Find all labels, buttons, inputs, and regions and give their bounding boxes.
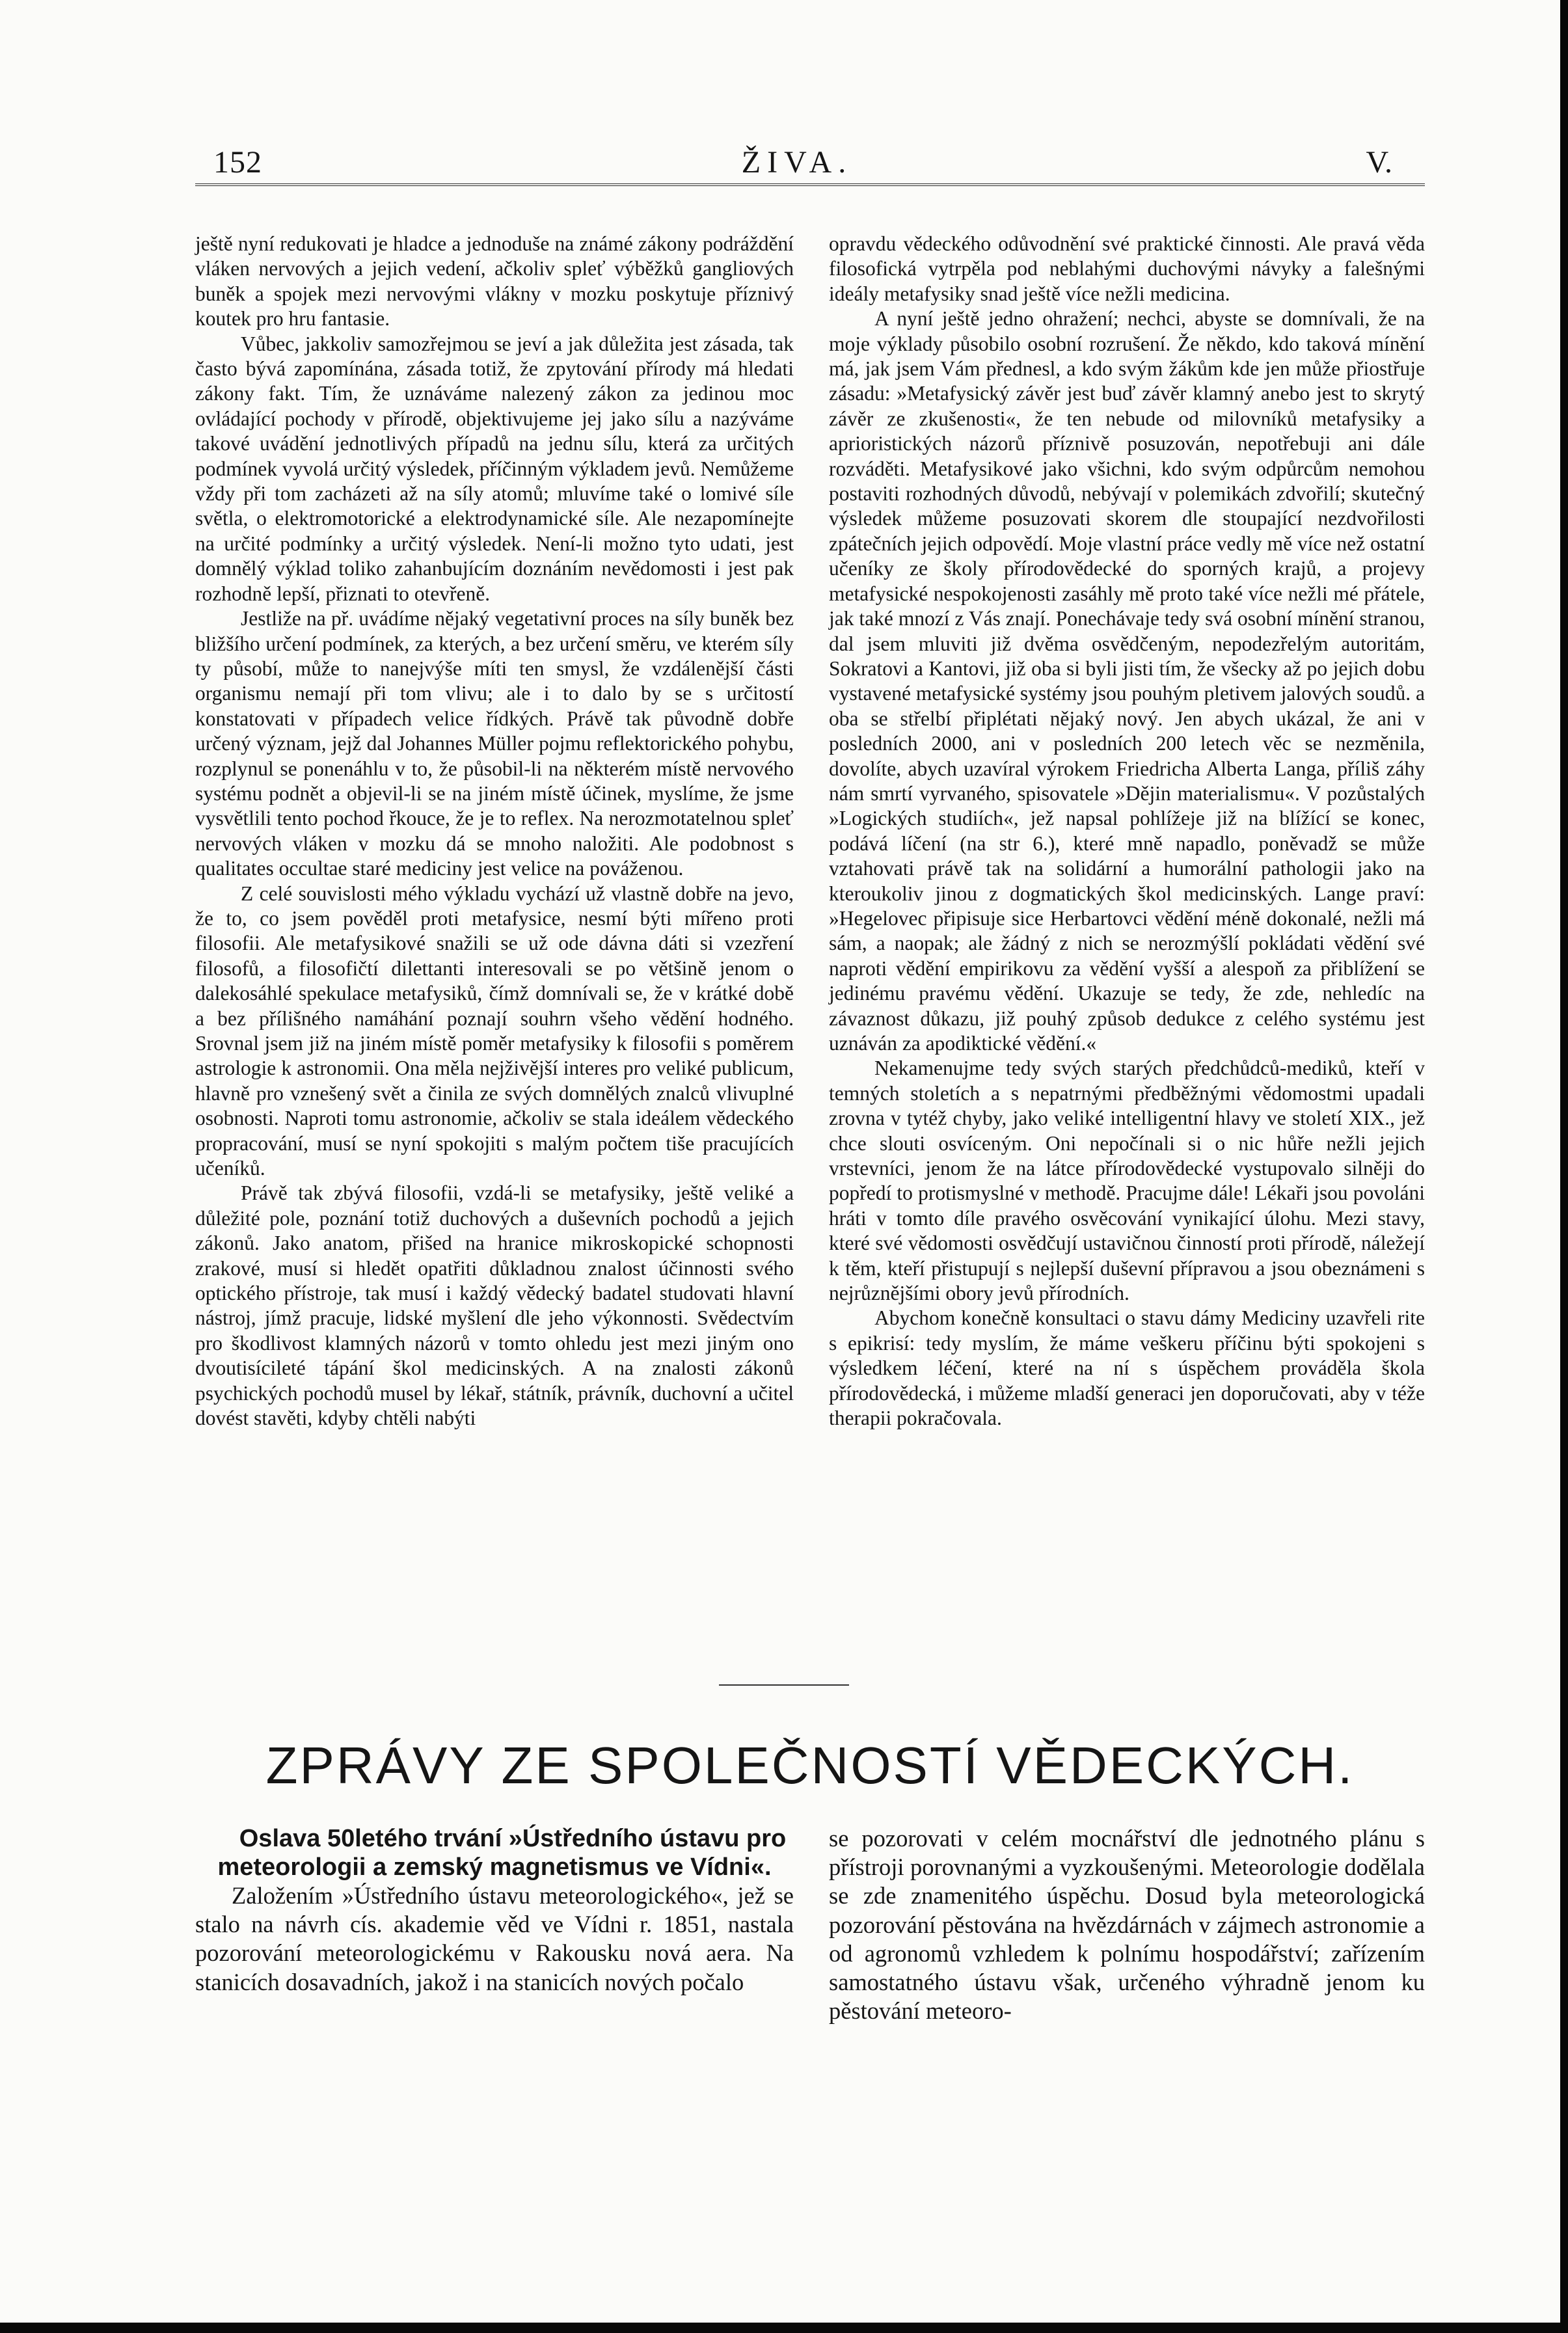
paragraph: Nekamenujme tedy svých starých předchůdců-mediků, kteří v temných stoletích a s nepatrnými předběžnými vědomostmi upadali zrovna v tytéž chyby, jako veliké intelligentní hlavy ve století XIX., jež chce slouti osvíceným. Oni nepočínali si o nic hůře nežli jejich vrstevníci, jenom že na látce přírodovědecké vystupovalo silněji do popředí to protismyslné v methodě. Pracujme dále! Lékaři jsou povoláni hráti v tomto díle pravého osvěcování vynikající úlohu. Mezi stavy, které své vědomosti osvědčují ustavičnou činností proti přírodě, náležejí k těm, kteří přistupují s nejlepší duševní přípravou a jsou obeznámeni s nejrůznějšími obory jevů přírodních. <box>829 1057 1425 1305</box>
paragraph: Vůbec, jakkoliv samozřejmou se jeví a jak důležita jest zásada, tak často bývá zapomínána, zásada totiž, že zpytování přírody má hledati zákony fakt. Tím, že uznáváme nalezený zákon za jedinou moc ovládající pochody v přírodě, objektivujeme jej jako sílu a nazýváme takové uvádění jednotlivých případů na jednu sílu, která za určitých podmínek vyvolá určitý výsledek, příčinným výkladem jevů. Nemůžeme vždy při tom zacházeti až na síly atomů; mluvíme také o lomivé síle světla, o elektromotorické a elektrodynamické síle. Ale nezapomínejte na určité podmínky a určitý výsledek. Není-li možno tyto udati, jest domnělý výklad toliko zahanbujícím doznáním nevědomosti i jest pak rozhodně lepší, přiznati to otevřeně. <box>195 332 794 605</box>
volume-number: V. <box>1366 145 1392 180</box>
article-heading: Oslava 50letého trvání »Ústředního ústavu pro meteorologii a zemský magnetismus ve Vídni«. <box>217 1825 787 1881</box>
scan-edge <box>0 2323 1568 2333</box>
left-column <box>195 232 794 1431</box>
page-header <box>195 130 1399 182</box>
paragraph: Jestliže na př. uvádíme nějaký vegetativní proces na síly buněk bez bližšího určení podmínek, za kterých, a bez určení směru, ve kterém síly ty působí, může to nanejvýše míti ten smysl, že vzdálenější části organismu nemají při tom vlivu; ale i to dalo by se s určitostí konstatovati v případech velice řídkých. Právě tak původně dobře určený význam, jejž dal Johannes Müller pojmu reflektorického pohybu, rozplynul se ponenáhlu v to, že působil-li na některém místě nervového systému podnět a objevil-li se na jiném místě účinek, myslíme, že jsme vysvětlili tento pochod řkouce, že je to reflex. Na nerozmotatelnou spleť nervových vláken v mozku dá se mnoho naložiti. Ale podobnost s qualitates occultae staré mediciny jest velice na pováženou. <box>195 607 794 880</box>
journal-title: ŽIVA. <box>741 145 853 180</box>
news-right-column <box>829 1824 1425 2025</box>
header-rule <box>195 183 1425 186</box>
right-column <box>829 232 1425 1431</box>
paragraph: ještě nyní redukovati je hladce a jednoduše na známé zákony podráždění vláken nervových a jejich vedení, ačkoliv spleť výběžků gangliových buněk a spojek mezi nervovými vlákny v mozku poskytuje příznivý koutek pro hru fantasie. <box>195 232 794 330</box>
section-separator <box>719 1684 849 1686</box>
paragraph: opravdu vědeckého odůvodnění své praktické činnosti. Ale pravá věda filosofická vytrpěla pod neblahými duchovými návyky a falešnými ideály metafysiky snad ještě více nežli medicina. <box>829 232 1425 305</box>
news-left-column <box>195 1824 794 1997</box>
section-title: ZPRÁVY ZE SPOLEČNOSTÍ VĚDECKÝCH. <box>265 1736 1355 1794</box>
paragraph: Abychom konečně konsultaci o stavu dámy Mediciny uzavřeli rite s epikrisí: tedy myslím, že máme veškeru příčinu býti spokojeni s výsledkem léčení, které na ní s úspěchem prováděla škola přírodovědecká, i můžeme mladší generaci jen doporučovati, aby v téže therapii pokračovala. <box>829 1306 1425 1430</box>
paragraph: se pozorovati v celém mocnářství dle jednotného plánu s přístroji porovnanými a vyzkoušenými. Meteorologie dodělala se zde znamenitého úspěchu. Dosud byla meteorologická pozorování pěstována na hvězdárnách v zájmech astronomie a od agronomů vzhledem k polnímu hospodářství; zařízením samostatného ústavu však, určeného výhradně jenom ku pěstování meteoro- <box>829 1825 1425 2025</box>
paragraph: Založením »Ústředního ústavu meteorologického«, jež se stalo na návrh cís. akademie věd ve Vídni r. 1851, nastala pozorování meteorologickému v Rakousku nová aera. Na stanicích dosavadních, jakož i na stanicích nových počalo <box>195 1882 794 1995</box>
page-number: 152 <box>213 145 262 180</box>
paragraph: Právě tak zbývá filosofii, vzdá-li se metafysiky, ještě veliké a důležité pole, poznání totiž duchových a duševních pochodů a jejich zákonů. Jako anatom, přišed na hranice mikroskopické schopnosti zrakové, musí si hledět opatřiti důkladnou znalost účinnosti svého optického přístroje, tak musí i každý vědecký badatel studovati hlavní nástroj, jímž pracuje, lidské myšlení dle jeho výkonnosti. Svědectvím pro škodlivost klamných názorů v tomto ohledu jest mezi jiným ono dvoutisícileté tápání škol medicinských. A na znalosti zákonů psychických pochodů musel by lékař, státník, právník, duchovní a učitel dovést stavěti, kdyby chtěli nabýti <box>195 1181 794 1430</box>
paragraph: A nyní ještě jedno ohražení; nechci, abyste se domnívali, že na moje výklady působilo osobní rozrušení. Že někdo, kdo taková mínění má, jak jsem Vám přednesl, a kdo svým žákům kde jen může přiostřuje zásadu: »Metafysický závěr jest buď závěr klamný anebo jest to skrytý závěr ze zkušenosti«, že ten nebude od milovníků metafysiky a aprioristických názorů příznivě posuzován, nepotřebuji ani dále rozváděti. Metafysikové jako všichni, kdo svým odpůrcům nemohou postaviti rozhodných důvodů, nebývají v polemikách zdvořilí; skutečný výsledek můžeme posuzovati skorem dle stoupající nezdvořilosti zpátečních jejich odpovědí. Moje vlastní práce vedly mě více než ostatní učeníky ze školy přírodovědecké do sporných krajů, a projevy metafysické nespokojenosti zasáhly mě proto také více nežli mé přátele, jak také mnozí z Vás znají. Ponechávaje tedy svá osobní mínění stranou, dal jsem mluviti již dvěma osvědčeným, nepodezřelým autoritám, Sokratovi a Kantovi, již oba si byli jisti tím, že všecky až po jejich dobu vystavené metafysické systémy jsou pouhým pletivem jalových soudů. a oba se střelbí připlétati nějaký nový. Jen abych ukázal, že ani v posledních 2000, ani v posledních 200 letech věc se nezměnila, dovolíte, abych uzavíral výrokem Friedricha Alberta Langa, příliš záhy nám smrtí vyrvaného, spisovatele »Dějin materialismu«. V pozůstalých »Logických studiích«, jež napsal pohlížeje již na blížící se konec, podává líčení (na str 6.), které mně napadlo, poněvadž se může vztahovati právě tak na solidární a humorální pathologii jako na kteroukoliv jinou z dogmatických škol medicinských. Lange praví: »Hegelovec připisuje sice Herbartovci vědění méně dokonalé, nežli má sám, a naopak; ale žádný z nich se nerozmýšlí pokládati vědění své naproti vědění empirikovu za vědění vyšší a alespoň za přiblížení se jedinému pravému vědění. Ukazuje se tedy, že zde, nehledíc na závaznost důkazu, již pouhý způsob dedukce z celého systému jest uznáván za apodiktické vědění.« <box>829 307 1425 1055</box>
paragraph: Z celé souvislosti mého výkladu vychází už vlastně dobře na jevo, že to, co jsem pověděl proti metafysice, nesmí býti mířeno proti filosofii. Ale metafysikové snažili se už ode dávna dáti si vzezření filosofů, a filosofičtí dilettanti interesovali se po většině jenom o dalekosáhlé spekulace metafysiků, čímž domnívali se, že v krátké době a bez přílišného namáhání poznají souhrn všeho vědění hodného. Srovnal jsem již na jiném místě poměr metafysiky k filosofii s poměrem astrologie k astronomii. Ona měla nejživější interes pro veliké publicum, hlavně pro vznešený svět a činila ze svých domnělých znalců vlivuplné osobnosti. Naproti tomu astronomie, ačkoliv se stala ideálem vědeckého propracování, musí se nyní spokojiti s malým počtem tiše pracujících učeníků. <box>195 882 794 1180</box>
